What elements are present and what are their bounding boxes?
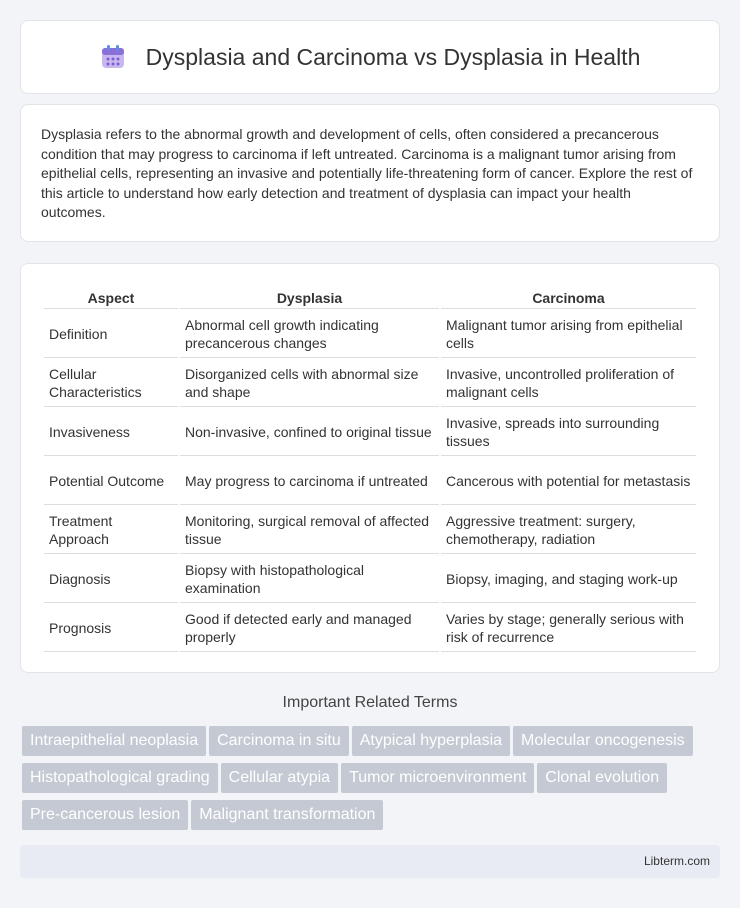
- calendar-icon: [100, 44, 126, 70]
- carcinoma-cell: Cancerous with potential for metastasis: [441, 458, 696, 505]
- dysplasia-cell: Disorganized cells with abnormal size and shape: [180, 360, 439, 407]
- aspect-cell: Diagnosis: [44, 556, 178, 603]
- table-row: [44, 458, 696, 505]
- aspect-cell: Invasiveness: [44, 409, 178, 456]
- carcinoma-cell: Biopsy, imaging, and staging work-up: [441, 556, 696, 603]
- related-terms-list: [22, 726, 722, 837]
- header-aspect: Aspect: [44, 286, 178, 309]
- table-row: [44, 360, 696, 407]
- comparison-table: [42, 284, 698, 654]
- carcinoma-cell: Malignant tumor arising from epithelial cells: [441, 311, 696, 358]
- footer-link[interactable]: Libterm.com: [643, 854, 710, 868]
- carcinoma-cell: Varies by stage; generally serious with risk of recurrence: [441, 605, 696, 652]
- page-title: Dysplasia and Carcinoma vs Dysplasia in Health: [145, 43, 641, 70]
- dysplasia-cell: Biopsy with histopathological examination: [180, 556, 439, 603]
- footer: [20, 845, 720, 878]
- aspect-cell: Potential Outcome: [44, 458, 178, 505]
- carcinoma-cell: Aggressive treatment: surgery, chemotherapy, radiation: [441, 507, 696, 554]
- term-tag[interactable]: Clonal evolution: [537, 763, 667, 793]
- term-tag[interactable]: Atypical hyperplasia: [352, 726, 510, 756]
- term-tag[interactable]: Carcinoma in situ: [209, 726, 349, 756]
- table-row: [44, 311, 696, 358]
- term-tag[interactable]: Molecular oncogenesis: [513, 726, 693, 756]
- term-tag[interactable]: Cellular atypia: [221, 763, 338, 793]
- aspect-cell: Prognosis: [44, 605, 178, 652]
- related-terms-title: Important Related Terms: [282, 694, 458, 711]
- intro-card: [20, 104, 720, 242]
- header-carcinoma: Carcinoma: [441, 286, 696, 309]
- table-row: [44, 556, 696, 603]
- dysplasia-cell: Abnormal cell growth indicating precancerous changes: [180, 311, 439, 358]
- term-tag[interactable]: Histopathological grading: [22, 763, 218, 793]
- aspect-cell: Treatment Approach: [44, 507, 178, 554]
- dysplasia-cell: Non-invasive, confined to original tissue: [180, 409, 439, 456]
- table-header-row: [44, 286, 696, 309]
- term-tag[interactable]: Intraepithelial neoplasia: [22, 726, 206, 756]
- table-row: [44, 605, 696, 652]
- dysplasia-cell: Good if detected early and managed properly: [180, 605, 439, 652]
- term-tag[interactable]: Malignant transformation: [191, 800, 383, 830]
- header-dysplasia: Dysplasia: [180, 286, 439, 309]
- carcinoma-cell: Invasive, uncontrolled proliferation of malignant cells: [441, 360, 696, 407]
- table-row: [44, 409, 696, 456]
- aspect-cell: Definition: [44, 311, 178, 358]
- carcinoma-cell: Invasive, spreads into surrounding tissues: [441, 409, 696, 456]
- dysplasia-cell: May progress to carcinoma if untreated: [180, 458, 439, 505]
- header-card: [20, 20, 720, 94]
- term-tag[interactable]: Pre-cancerous lesion: [22, 800, 188, 830]
- aspect-cell: Cellular Characteristics: [44, 360, 178, 407]
- table-row: [44, 507, 696, 554]
- comparison-card: [20, 263, 720, 673]
- dysplasia-cell: Monitoring, surgical removal of affected tissue: [180, 507, 439, 554]
- term-tag[interactable]: Tumor microenvironment: [341, 763, 534, 793]
- intro-text: Dysplasia refers to the abnormal growth and development of cells, often considered a precancerous condition that may progress to carcinoma if left untreated. Carcinoma is a malignant tumor arising from epithelial cells, representing an invasive and potentially life-threatening form of cancer. Explore the rest of this article to understand how early detection and treatment of dysplasia can impact your health outcomes.: [41, 126, 693, 221]
